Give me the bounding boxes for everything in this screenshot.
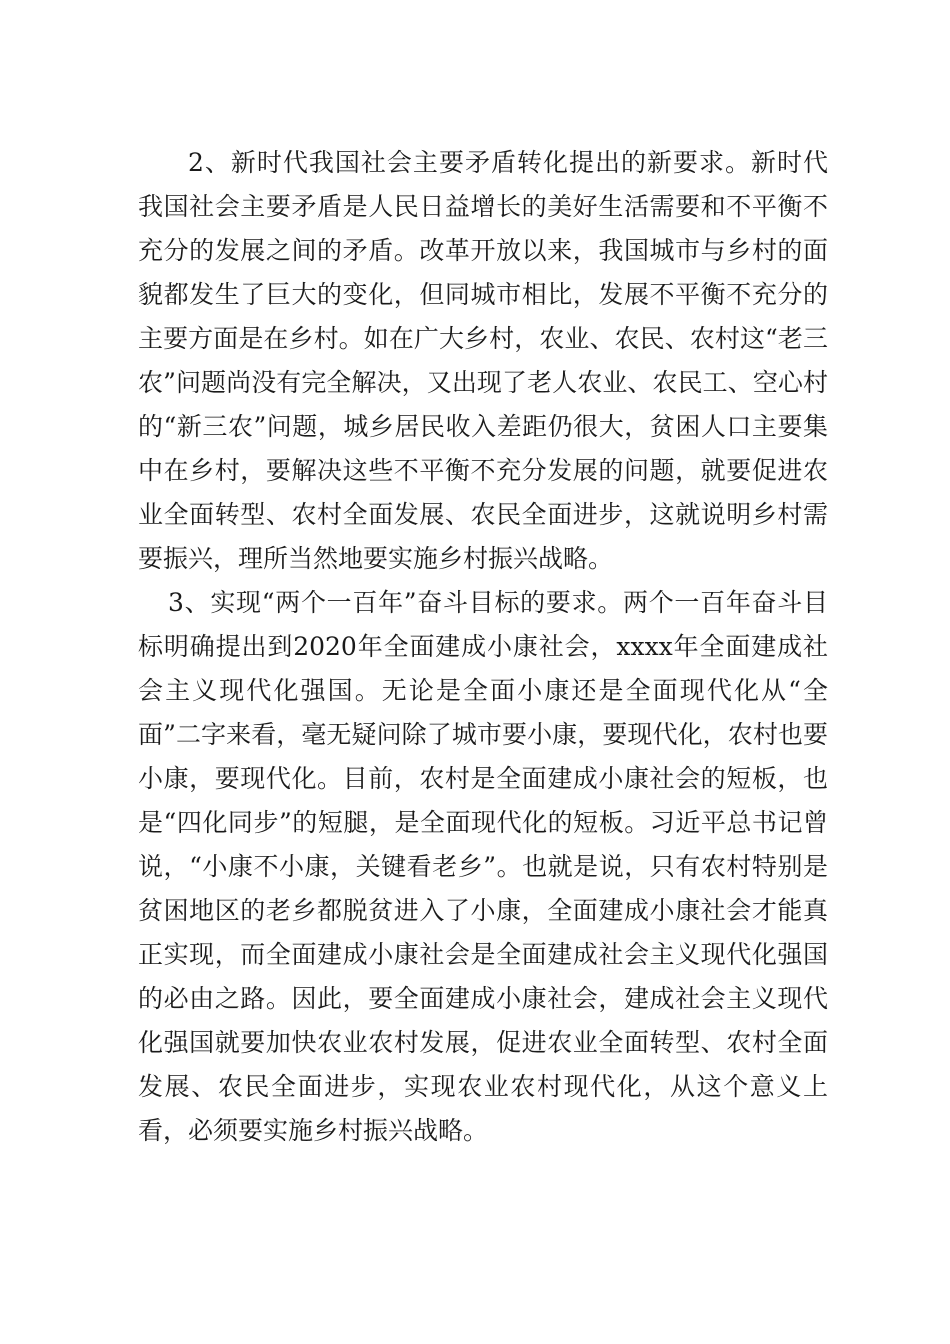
- document-body: [138, 141, 828, 1153]
- paragraph-two-centenary-goals: 3、实现“两个一百年”奋斗目标的要求。两个一百年奋斗目标明确提出到2020年全面建成小康社会，xxxx年全面建成社会主义现代化强国。无论是全面小康还是全面现代化从“全面”二字来看，毫无疑问除了城市要小康，要现代化，农村也要小康，要现代化。目前，农村是全面建成小康社会的短板，也是“四化同步”的短腿，是全面现代化的短板。习近平总书记曾说，“小康不小康，关键看老乡”。也就是说，只有农村特别是贫困地区的老乡都脱贫进入了小康，全面建成小康社会才能真正实现，而全面建成小康社会是全面建成社会主义现代化强国的必由之路。因此，要全面建成小康社会，建成社会主义现代化强国就要加快农业农村发展，促进农业全面转型、农村全面发展、农民全面进步，实现农业农村现代化，从这个意义上看，必须要实施乡村振兴战略。: [138, 588, 828, 1145]
- paragraph-new-requirements: 2、新时代我国社会主要矛盾转化提出的新要求。新时代我国社会主要矛盾是人民日益增长的美好生活需要和不平衡不充分的发展之间的矛盾。改革开放以来，我国城市与乡村的面貌都发生了巨大的变化，但同城市相比，发展不平衡不充分的主要方面是在乡村。如在广大乡村，农业、农民、农村这“老三农”问题尚没有完全解决，又出现了老人农业、农民工、空心村的“新三农”问题，城乡居民收入差距仍很大，贫困人口主要集中在乡村，要解决这些不平衡不充分发展的问题，就要促进农业全面转型、农村全面发展、农民全面进步，这就说明乡村需要振兴，理所当然地要实施乡村振兴战略。: [138, 148, 828, 573]
